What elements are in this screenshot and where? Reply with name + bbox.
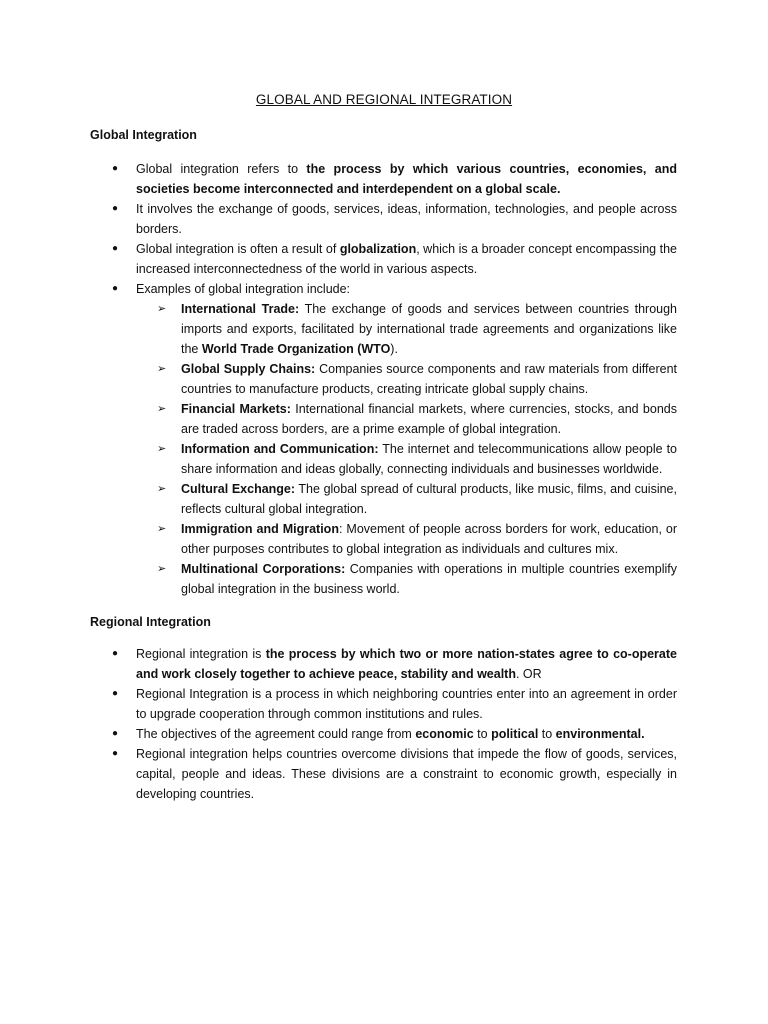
- document-title: GLOBAL AND REGIONAL INTEGRATION: [255, 92, 513, 107]
- sub-list-item: ➢ Information and Communication: The internet and telecommunications allow people to share information and ideas globally, connecting individuals and businesses worldwide.: [181, 439, 677, 479]
- bullet-icon: ●: [112, 283, 119, 294]
- arrow-bullet-icon: ➢: [157, 563, 167, 575]
- sub-list-item: ➢ Multinational Corporations: Companies with operations in multiple countries exemplify global integration in the business world.: [181, 559, 677, 599]
- sub-list-item: ➢ Financial Markets: International financial markets, where currencies, stocks, and bonds are traded across borders, are a prime example of global integration.: [181, 399, 677, 439]
- section-heading-regional: Regional Integration: [90, 615, 211, 629]
- bullet-icon: ●: [112, 748, 119, 759]
- bullet-icon: ●: [112, 728, 119, 739]
- list-item: ● Regional integration helps countries overcome divisions that impede the flow of goods, services, capital, people and ideas. These divisions are a constraint to economic growth, especially in developing countries.: [136, 744, 677, 804]
- sub-list-item: ➢ Immigration and Migration: Movement of people across borders for work, education, or other purposes contributes to global integration as individuals and cultures mix.: [181, 519, 677, 559]
- bullet-icon: ●: [112, 648, 119, 659]
- arrow-bullet-icon: ➢: [157, 443, 167, 455]
- sub-list-item: ➢ Global Supply Chains: Companies source components and raw materials from different countries to manufacture products, creating intricate global supply chains.: [181, 359, 677, 399]
- sub-list-item: ➢ International Trade: The exchange of goods and services between countries through imports and exports, facilitated by international trade agreements and organizations like the World Trade Organization (WTO).: [181, 299, 677, 359]
- list-item: ● Global integration is often a result of globalization, which is a broader concept encompassing the increased interconnectedness of the world in various aspects.: [136, 239, 677, 279]
- list-item: ● The objectives of the agreement could range from economic to political to environmental.: [136, 724, 677, 744]
- list-item: ● Regional integration is the process by which two or more nation-states agree to co-operate and work closely together to achieve peace, stability and wealth. OR: [136, 644, 677, 684]
- arrow-bullet-icon: ➢: [157, 523, 167, 535]
- list-item: ● It involves the exchange of goods, services, ideas, information, technologies, and people across borders.: [136, 199, 677, 239]
- regional-integration-list: [0, 644, 768, 804]
- global-integration-list: [0, 159, 768, 599]
- arrow-bullet-icon: ➢: [157, 483, 167, 495]
- list-item: ● Global integration refers to the process by which various countries, economies, and societies become interconnected and interdependent on a global scale.: [136, 159, 677, 199]
- list-item: ● Examples of global integration include:: [136, 279, 677, 299]
- bullet-icon: ●: [112, 163, 119, 174]
- bullet-icon: ●: [112, 243, 119, 254]
- arrow-bullet-icon: ➢: [157, 403, 167, 415]
- sub-list-item: ➢ Cultural Exchange: The global spread of cultural products, like music, films, and cuisine, reflects cultural global integration.: [181, 479, 677, 519]
- arrow-bullet-icon: ➢: [157, 303, 167, 315]
- bullet-icon: ●: [112, 203, 119, 214]
- arrow-bullet-icon: ➢: [157, 363, 167, 375]
- list-item: ● Regional Integration is a process in which neighboring countries enter into an agreement in order to upgrade cooperation through common institutions and rules.: [136, 684, 677, 724]
- section-heading-global: Global Integration: [90, 128, 197, 142]
- bullet-icon: ●: [112, 688, 119, 699]
